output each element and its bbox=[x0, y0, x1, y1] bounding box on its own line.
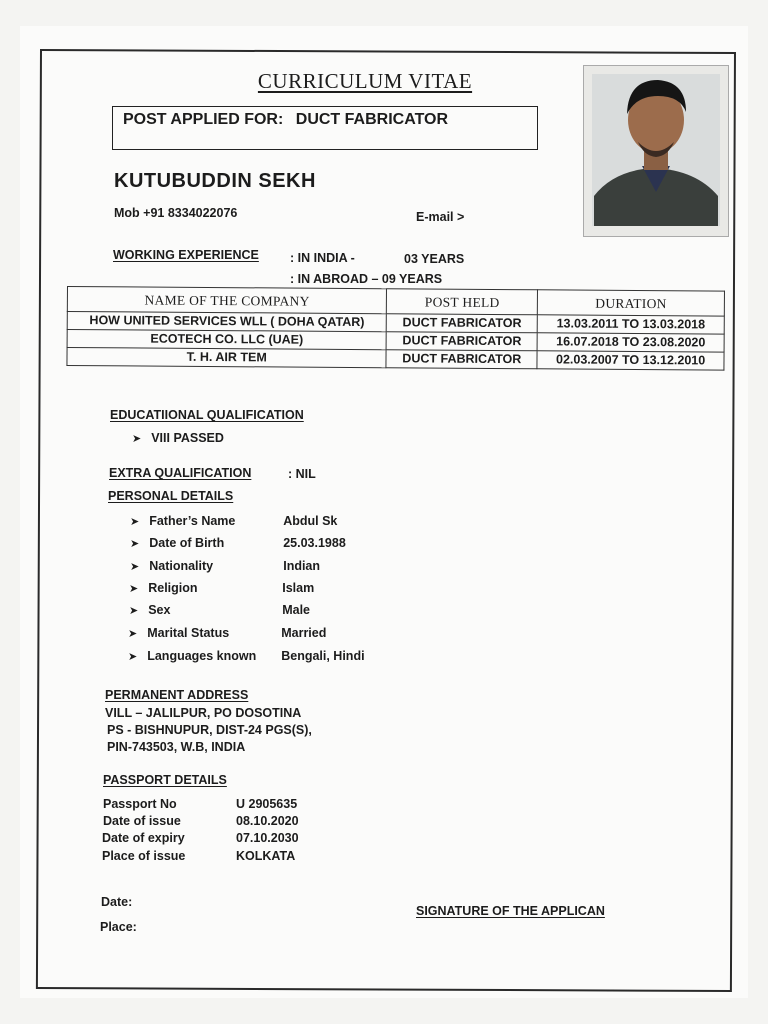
address-heading: PERMANENT ADDRESS bbox=[105, 688, 249, 702]
personal-row bbox=[129, 581, 314, 595]
email-label: E-mail > bbox=[416, 210, 465, 224]
arrowhead-bullet-icon: ➤ bbox=[129, 605, 139, 617]
post-cell: DUCT FABRICATOR bbox=[386, 350, 537, 369]
personal-value: Male bbox=[282, 603, 311, 617]
passport-row bbox=[102, 849, 295, 863]
mobile-number: Mob +91 8334022076 bbox=[114, 206, 238, 220]
personal-row bbox=[129, 603, 310, 617]
address-line: PIN-743503, W.B, INDIA bbox=[107, 740, 246, 754]
passport-row bbox=[102, 831, 299, 845]
company-cell: T. H. AIR TEM bbox=[67, 348, 387, 368]
page-title: CURRICULUM VITAE bbox=[257, 69, 473, 93]
arrowhead-bullet-icon: ➤ bbox=[130, 561, 140, 573]
post-value: DUCT FABRICATOR bbox=[295, 111, 449, 128]
header-post: POST HELD bbox=[387, 289, 538, 315]
passport-value: 07.10.2030 bbox=[236, 831, 299, 845]
experience-india: : IN INDIA - bbox=[290, 251, 355, 265]
personal-row bbox=[130, 559, 320, 573]
company-cell: ECOTECH CO. LLC (UAE) bbox=[67, 330, 387, 350]
experience-india-years: 03 YEARS bbox=[404, 252, 465, 266]
arrowhead-bullet-icon: ➤ bbox=[129, 583, 139, 595]
personal-label: Marital Status bbox=[147, 626, 230, 640]
duration-cell: 13.03.2011 TO 13.03.2018 bbox=[537, 315, 724, 334]
experience-heading: WORKING EXPERIENCE bbox=[113, 248, 259, 262]
experience-table bbox=[66, 286, 725, 371]
personal-value: Married bbox=[281, 626, 327, 640]
education-heading: EDUCATIIONAL QUALIFICATION bbox=[110, 408, 304, 422]
personal-row bbox=[130, 514, 337, 528]
personal-value: Abdul Sk bbox=[283, 514, 338, 528]
post-label: POST APPLIED FOR: bbox=[123, 111, 284, 128]
personal-label: Languages known bbox=[147, 649, 257, 663]
extra-qualification-value: : NIL bbox=[288, 467, 316, 481]
personal-row bbox=[128, 649, 365, 663]
duration-cell: 02.03.2007 TO 13.12.2010 bbox=[537, 351, 724, 370]
table-row bbox=[67, 348, 724, 371]
date-label: Date: bbox=[101, 895, 133, 909]
applicant-name: KUTUBUDDIN SEKH bbox=[114, 170, 316, 192]
place-label: Place: bbox=[100, 920, 137, 934]
post-applied-box bbox=[112, 106, 538, 150]
personal-label: Sex bbox=[148, 603, 171, 617]
arrowhead-bullet-icon: ➤ bbox=[132, 433, 142, 445]
education-item bbox=[132, 431, 224, 445]
experience-abroad: : IN ABROAD – 09 YEARS bbox=[290, 272, 443, 286]
personal-label: Father’s Name bbox=[149, 514, 236, 528]
personal-value: Bengali, Hindi bbox=[281, 649, 365, 663]
passport-value: KOLKATA bbox=[236, 849, 296, 863]
extra-qualification-heading: EXTRA QUALIFICATION bbox=[109, 466, 252, 480]
passport-label: Date of issue bbox=[103, 814, 181, 828]
personal-row bbox=[128, 626, 326, 640]
arrowhead-bullet-icon: ➤ bbox=[130, 538, 140, 550]
arrowhead-bullet-icon: ➤ bbox=[128, 651, 138, 663]
arrowhead-bullet-icon: ➤ bbox=[128, 628, 138, 640]
post-cell: DUCT FABRICATOR bbox=[387, 314, 538, 333]
passport-value: 08.10.2020 bbox=[236, 814, 299, 828]
portrait-image bbox=[584, 66, 728, 236]
passport-row bbox=[103, 814, 299, 828]
personal-value: 25.03.1988 bbox=[283, 536, 346, 550]
header-company: NAME OF THE COMPANY bbox=[67, 287, 387, 314]
address-line: VILL – JALILPUR, PO DOSOTINA bbox=[105, 706, 302, 720]
personal-label: Date of Birth bbox=[149, 536, 225, 550]
arrowhead-bullet-icon: ➤ bbox=[130, 516, 140, 528]
personal-label: Religion bbox=[148, 581, 198, 595]
address-line: PS - BISHNUPUR, DIST-24 PGS(S), bbox=[107, 723, 312, 737]
passport-label: Passport No bbox=[103, 797, 177, 811]
passport-label: Place of issue bbox=[102, 849, 186, 863]
passport-heading: PASSPORT DETAILS bbox=[103, 773, 227, 787]
personal-value: Indian bbox=[283, 559, 321, 573]
company-cell: HOW UNITED SERVICES WLL ( DOHA QATAR) bbox=[67, 312, 387, 332]
personal-label: Nationality bbox=[149, 559, 214, 573]
personal-details-heading: PERSONAL DETAILS bbox=[108, 489, 234, 503]
duration-cell: 16.07.2018 TO 23.08.2020 bbox=[537, 333, 724, 352]
passport-row bbox=[103, 797, 297, 811]
personal-value: Islam bbox=[282, 581, 315, 595]
applicant-photo bbox=[583, 65, 729, 237]
passport-value: U 2905635 bbox=[236, 797, 298, 811]
personal-row bbox=[130, 536, 346, 550]
signature-label: SIGNATURE OF THE APPLICAN bbox=[416, 904, 605, 918]
education-value: VIII PASSED bbox=[151, 431, 224, 445]
passport-label: Date of expiry bbox=[102, 831, 185, 845]
post-cell: DUCT FABRICATOR bbox=[386, 332, 537, 351]
header-duration: DURATION bbox=[538, 290, 725, 316]
